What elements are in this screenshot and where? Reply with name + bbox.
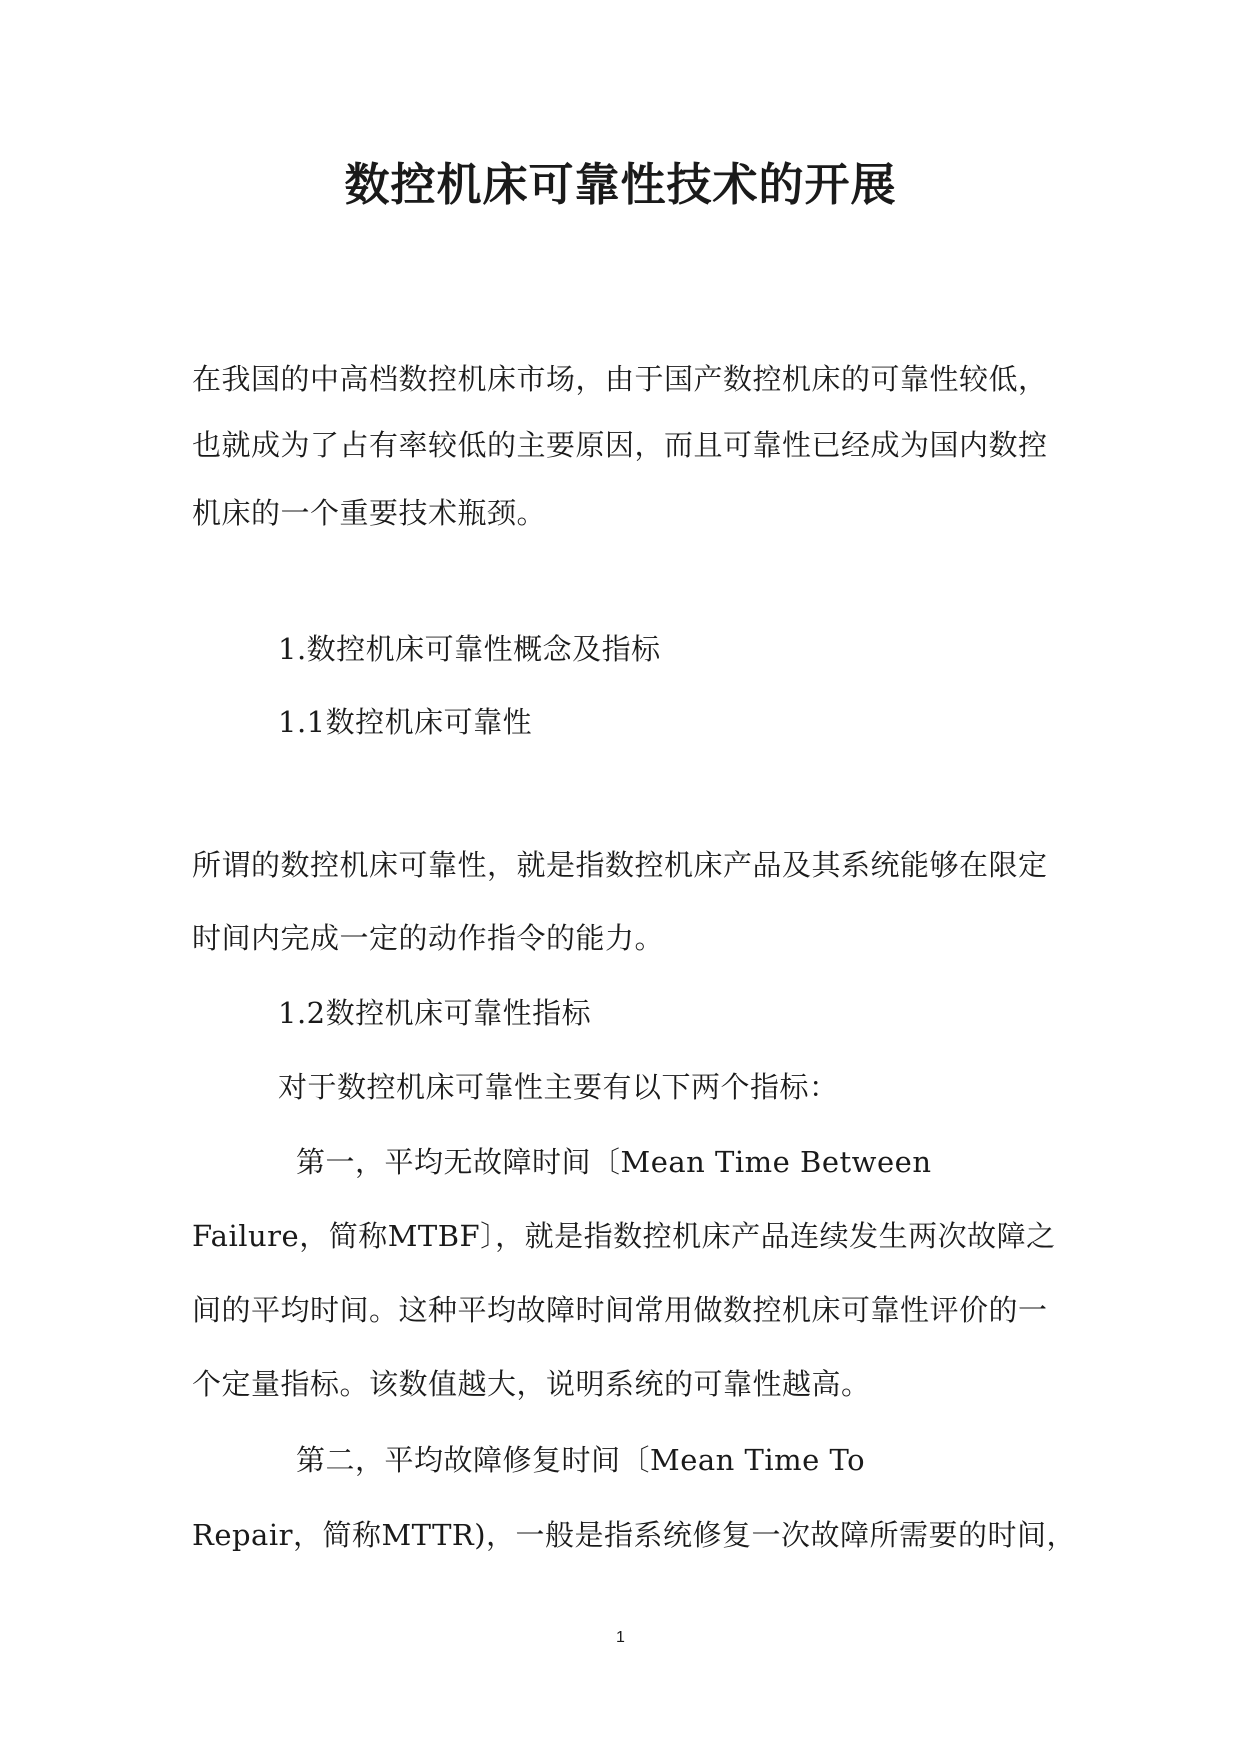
- paragraph-line: 在我国的中高档数控机床市场，由于国产数控机床的可靠性较低，: [192, 362, 1048, 396]
- paragraph-line: 个定量指标。该数值越大，说明系统的可靠性越高。: [192, 1367, 871, 1401]
- paragraph-line: 第二，平均故障修复时间〔Mean Time To: [296, 1443, 866, 1477]
- paragraph-line: 也就成为了占有率较低的主要原因，而且可靠性已经成为国内数控: [192, 428, 1048, 462]
- section-heading: 1.数控机床可靠性概念及指标: [278, 632, 661, 666]
- document-title: 数控机床可靠性技术的开展: [344, 158, 897, 211]
- subsection-heading: 1.1数控机床可靠性: [278, 705, 533, 739]
- subsection-heading: 1.2数控机床可靠性指标: [278, 996, 592, 1030]
- paragraph-line: 时间内完成一定的动作指令的能力。: [192, 921, 665, 955]
- paragraph-line: 第一，平均无故障时间〔Mean Time Between: [296, 1145, 932, 1179]
- paragraph-line: Failure，简称MTBF〕，就是指数控机床产品连续发生两次故障之: [192, 1219, 1056, 1253]
- paragraph-line: 对于数控机床可靠性主要有以下两个指标：: [278, 1070, 839, 1104]
- paragraph-line: 机床的一个重要技术瓶颈。: [192, 496, 547, 530]
- page-number: 1: [616, 1629, 625, 1646]
- paragraph-line: 所谓的数控机床可靠性，就是指数控机床产品及其系统能够在限定: [192, 848, 1048, 882]
- paragraph-line: Repair，简称MTTR)，一般是指系统修复一次故障所需要的时间，: [192, 1518, 1077, 1552]
- paragraph-line: 间的平均时间。这种平均故障时间常用做数控机床可靠性评价的一: [192, 1293, 1048, 1327]
